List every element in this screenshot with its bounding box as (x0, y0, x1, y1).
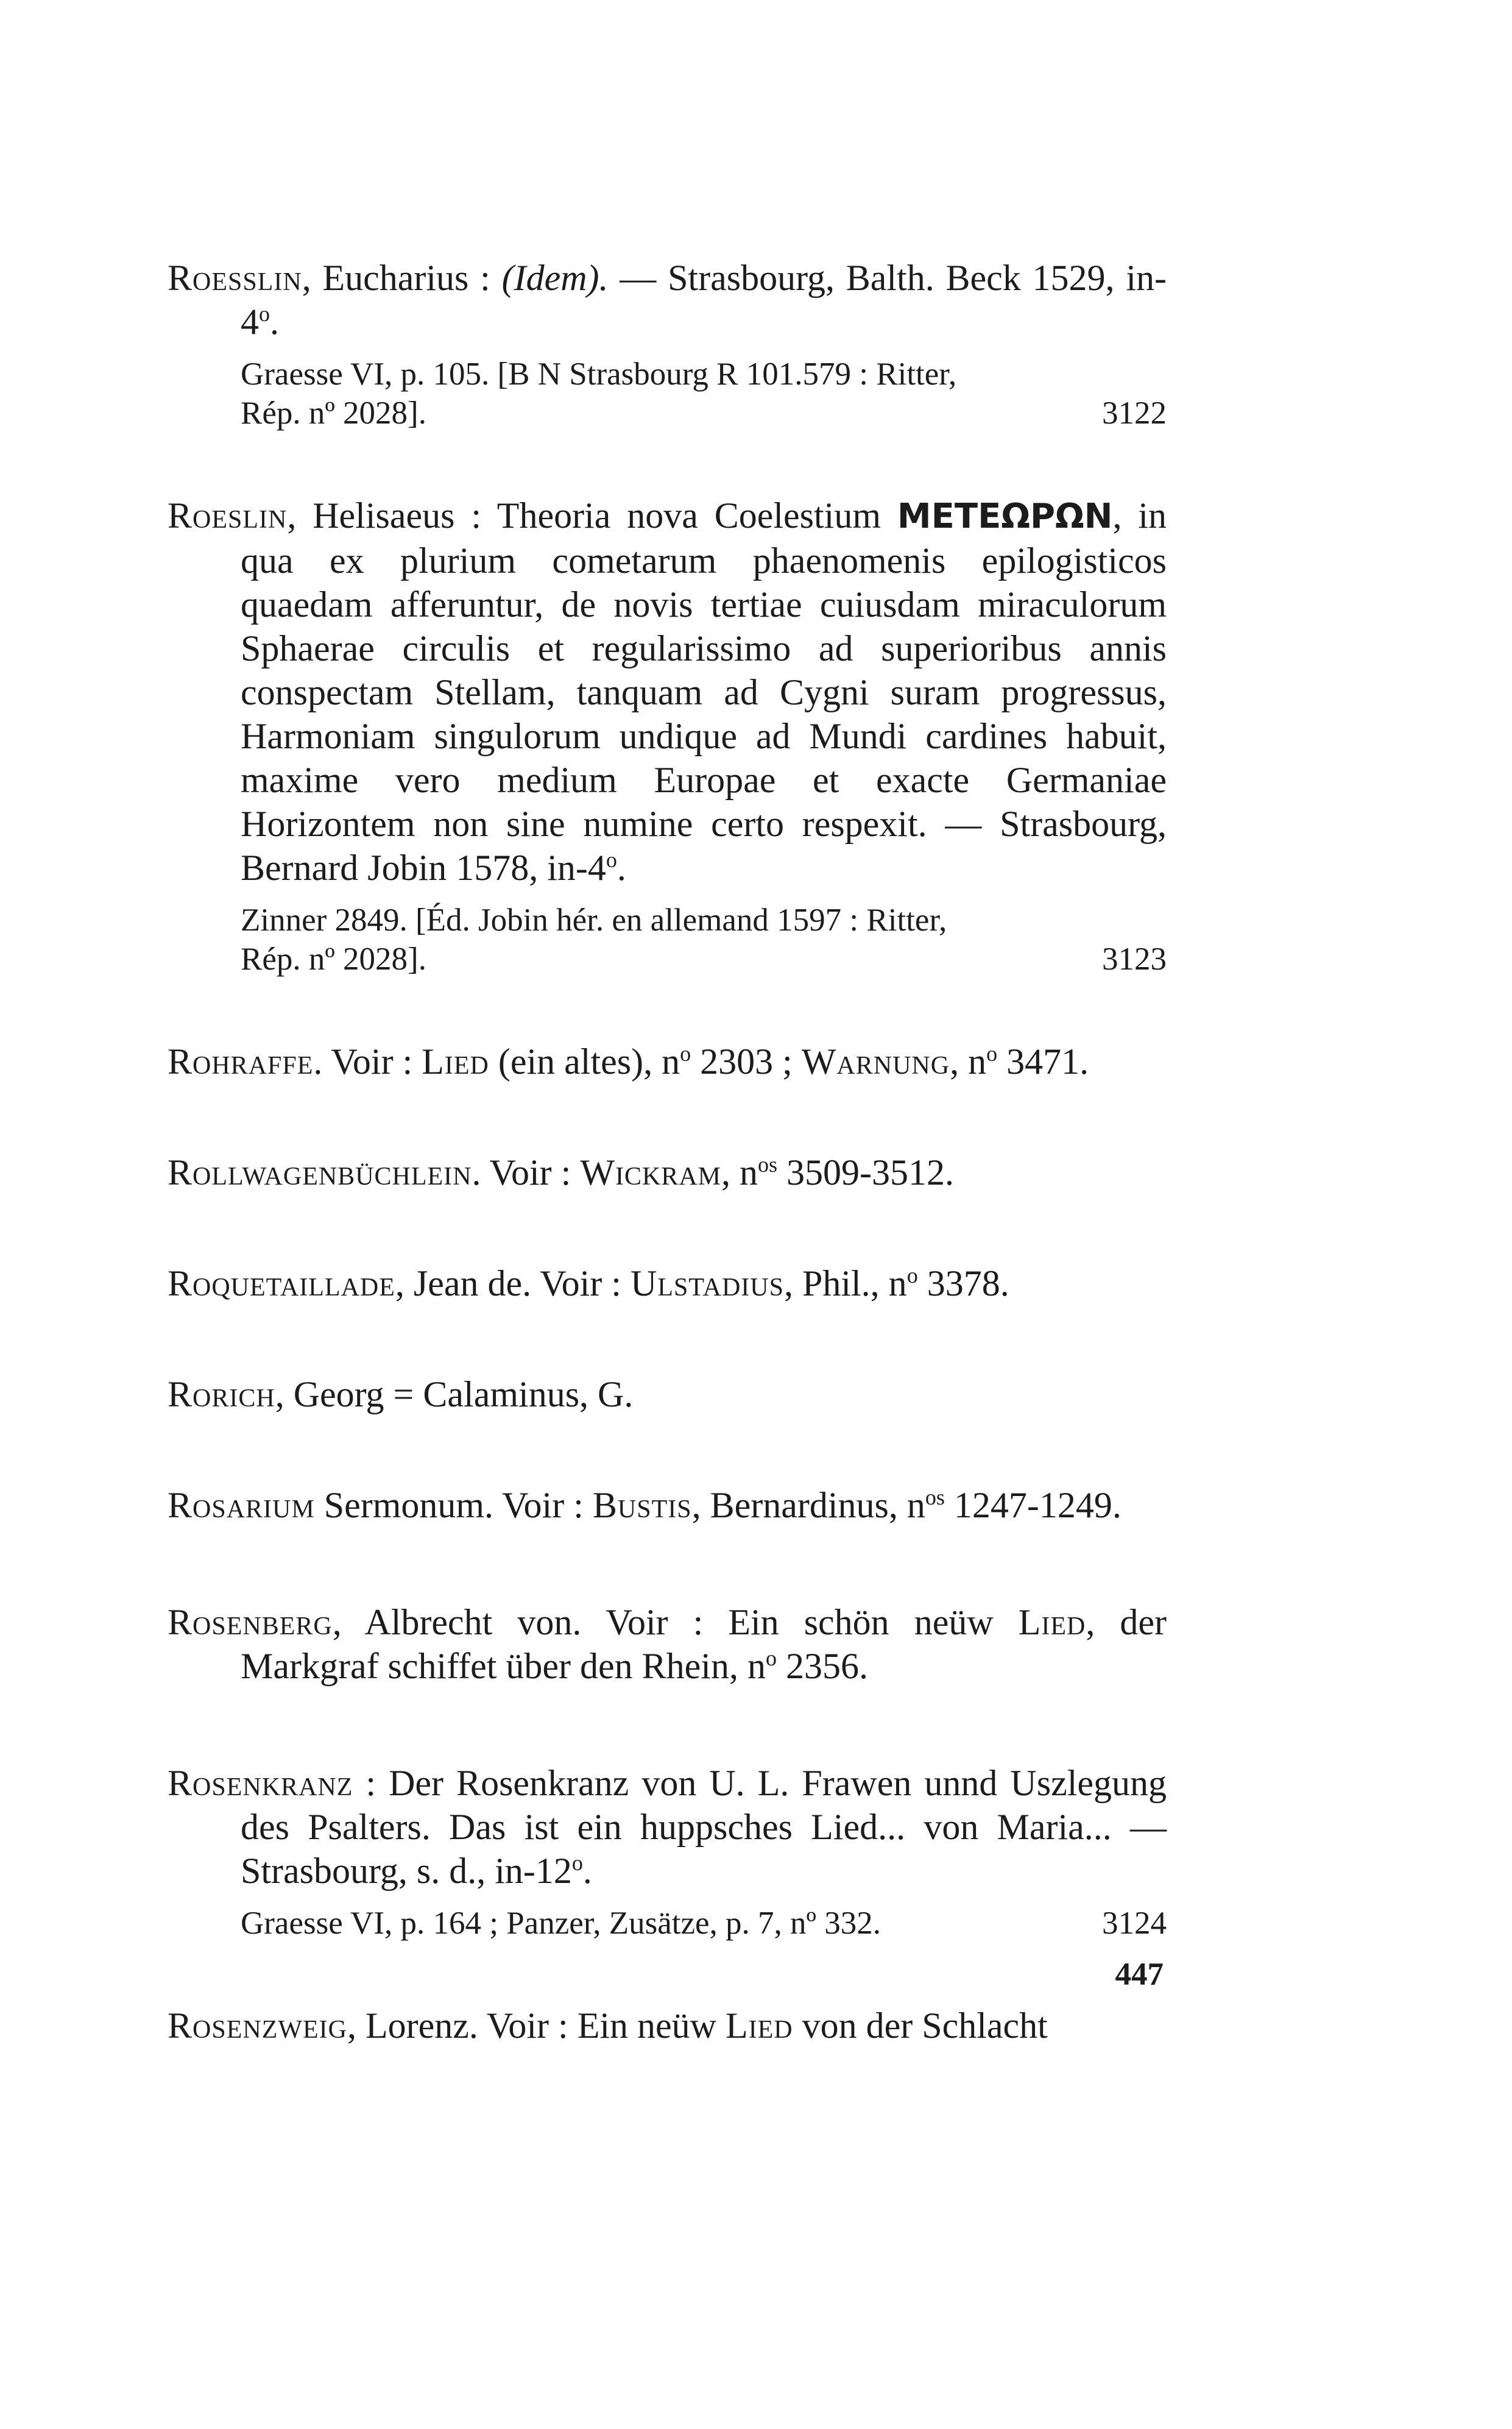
note-last-line (241, 394, 1167, 433)
entry-rorich (168, 1372, 1167, 1416)
entry-text: , Phil., n (783, 1263, 907, 1303)
note-last-line (241, 1904, 1167, 1943)
superscript: o (259, 302, 270, 326)
entry-text: (ein altes), n (489, 1041, 680, 1082)
entry-name: Roeslin (168, 495, 288, 536)
entry-text: , Lorenz. Voir : Ein neüw (347, 2005, 726, 2046)
entry-name: Rorich (168, 1374, 275, 1414)
note-line: Graesse VI, p. 105. [B N Strasbourg R 101.579 : Ritter, (241, 356, 957, 392)
bibliography-column (168, 256, 1167, 2048)
cross-reference: Lied (422, 1041, 489, 1082)
entry-roeslin (168, 494, 1167, 890)
entry-text: , in qua ex plurium cometarum phaenomenis epilogisticos quaedam afferuntur, de novis tertiae cuiusdam miraculorum Sphaerae circulis et regularissimo ad superioribus annis conspectam Stellam, tanquam ad Cygni suram progressus, Harmoniam singulorum undique ad Mundi cardines habuit, maxime vero medium Europae et exacte Germaniae Horizontem non sine numine certo respexit. — Strasbourg, Bernard Jobin 1578, in-4 (241, 495, 1167, 888)
entry-text: . (270, 302, 279, 342)
entry-text: . Voir : (472, 1152, 581, 1193)
entry-text: 2356. (776, 1646, 868, 1686)
entry-name: Roesslin (168, 258, 302, 298)
entry-text: von der Schlacht (793, 2005, 1048, 2046)
entry-rohraffe (168, 1040, 1167, 1083)
entry-number: 3124 (1102, 1906, 1167, 1941)
entry-text: , n (721, 1152, 758, 1193)
superscript: o (986, 1041, 998, 1066)
entry-text: , Eucharius : (302, 258, 502, 298)
entry-roquetaillade (168, 1261, 1167, 1305)
entry-text: , Jean de. Voir : (395, 1263, 631, 1303)
cross-reference: Ulstadius (630, 1263, 784, 1303)
entry-rosarium (168, 1483, 1167, 1527)
entry-text: 3378. (917, 1263, 1009, 1303)
entry-number: 3123 (1102, 941, 1167, 977)
entry-name: Rosenberg (168, 1602, 333, 1642)
cross-reference: Bustis (592, 1485, 692, 1525)
entry-text: 3471. (997, 1041, 1089, 1082)
note-rosenkranz (168, 1904, 1167, 1943)
note-line: Rép. nº 2028]. (241, 395, 426, 431)
entry-roesslin (168, 256, 1167, 344)
note-roesslin (168, 355, 1167, 433)
entry-name: Rohraffe (168, 1041, 314, 1082)
entry-rosenberg (168, 1600, 1167, 1688)
greek-word: ΜΕΤΕΩΡΩΝ (897, 497, 1113, 536)
note-line: Rép. nº 2028]. (241, 941, 426, 977)
cross-reference: Wickram (580, 1152, 721, 1193)
entry-text: — Strasbourg, Balth. Beck 1529, in-4 (241, 258, 1167, 342)
entry-text: . (616, 848, 626, 888)
note-roeslin (168, 901, 1167, 979)
entry-name: Rosenzweig (168, 2005, 347, 2046)
note-line: Zinner 2849. [Éd. Jobin hér. en allemand 1597 : Ritter, (241, 902, 947, 938)
note-last-line (241, 940, 1167, 979)
cross-reference: Lied (1018, 1602, 1086, 1642)
entry-text: 3509-3512. (777, 1152, 954, 1193)
entry-text: . Voir : (313, 1041, 422, 1082)
entry-text: . (582, 1851, 592, 1891)
entry-name: Rosarium (168, 1485, 315, 1525)
superscript: o (906, 1263, 918, 1288)
cross-reference: Lied (725, 2005, 793, 2046)
entry-text: 1247-1249. (944, 1485, 1122, 1525)
cross-reference: Warnung (801, 1041, 950, 1082)
entry-name: Roquetaillade (168, 1263, 395, 1303)
page-number: 447 (1115, 1957, 1164, 1992)
entry-text: Sermonum. Voir : (314, 1485, 593, 1525)
superscript: o (765, 1646, 777, 1670)
note-line: Graesse VI, p. 164 ; Panzer, Zusätze, p. 7, nº 332. (241, 1906, 881, 1941)
entry-rollwagenbuechlein (168, 1151, 1167, 1194)
superscript: o (680, 1041, 691, 1066)
entry-text: : Der Rosenkranz von U. L. Frawen unnd Uszlegung des Psalters. Das ist ein huppsches Lied... von Maria... — Strasbourg, s. d., in-12 (241, 1763, 1167, 1891)
entry-text: , Albrecht von. Voir : Ein schön neüw (332, 1602, 1019, 1642)
entry-name: Rosenkranz (168, 1763, 353, 1803)
entry-italic: (Idem). (501, 258, 609, 298)
entry-text: , Helisaeus : Theoria nova Coelestium (287, 495, 897, 536)
entry-rosenkranz (168, 1761, 1167, 1893)
entry-text: , Bernardinus, n (691, 1485, 925, 1525)
superscript: o (606, 848, 617, 872)
entry-text: , Georg = Calaminus, G. (275, 1374, 634, 1414)
entry-text: 2303 ; (691, 1041, 802, 1082)
entry-rosenzweig (168, 2004, 1167, 2048)
entry-text: , n (950, 1041, 987, 1082)
entry-text: , der Markgraf schiffet über den Rhein, n (241, 1602, 1167, 1686)
superscript: o (571, 1851, 583, 1875)
superscript: os (758, 1152, 778, 1177)
entry-name: Rollwagenbüchlein (168, 1152, 472, 1193)
entry-number: 3122 (1102, 395, 1167, 431)
superscript: os (925, 1485, 945, 1509)
